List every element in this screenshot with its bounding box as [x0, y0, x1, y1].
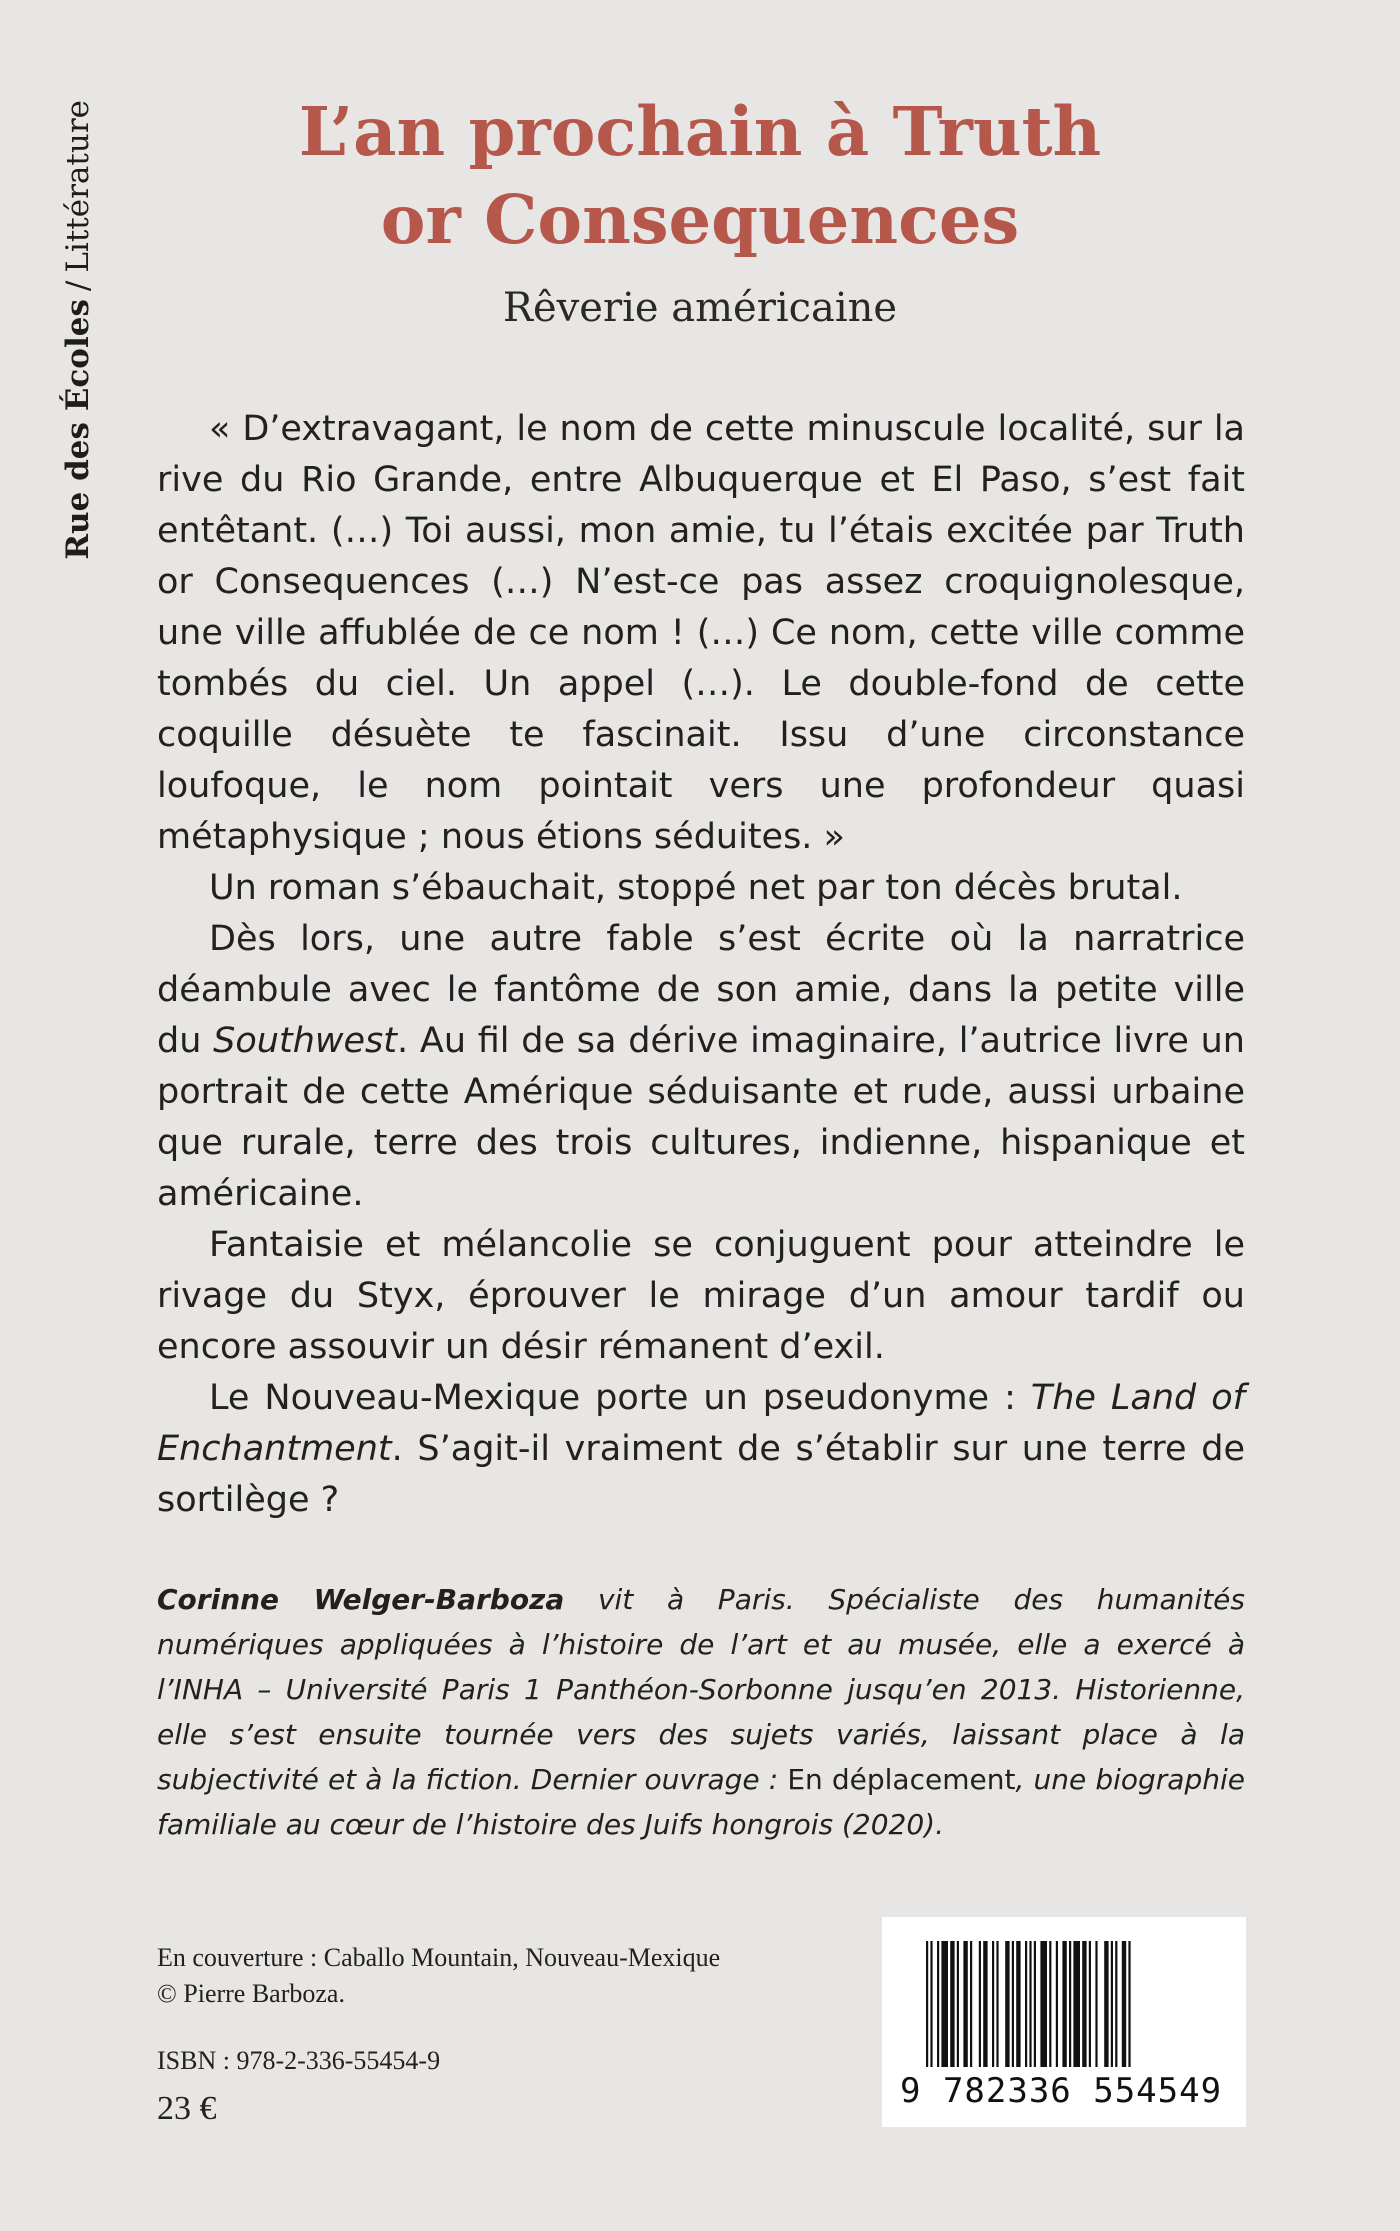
bio-text: vit à Paris. Spécialiste des humanités numériques appliquées à l’histoire de l’art et au musée, elle a exercé à l’INHA – Université Paris 1 Panthéon-Sorbonne jusqu’en 2013. Historienne, elle s’est ensuite tournée vers des sujets variés, laissant place à la subjectivité et à la fiction. Dernier ouvrage : [157, 1583, 1245, 1796]
blurb-paragraph-5: Le Nouveau-Mexique porte un pseudonyme : The Land of Enchantment. S’agit-il vraiment de s’établir sur une terre de sortilège ? [157, 1378, 1245, 1520]
blurb-paragraph-2: Un roman s’ébauchait, stoppé net par ton décès brutal. [209, 868, 1183, 908]
book-subtitle: Rêverie américaine [502, 285, 898, 331]
author-bio [157, 1577, 1245, 1847]
blurb-italic-southwest: Southwest [213, 1021, 397, 1061]
title-line-2: or Consequences [380, 180, 1020, 259]
barcode-digits: 9 782336 554549 [900, 2071, 1223, 2111]
blurb-paragraph-3: Dès lors, une autre fable s’est écrite où la narratrice déambule avec le fantôme de son amie, dans la petite ville du Southwest. Au fil de sa dérive imaginaire, l’autrice livre un portrait de cette Amérique séduisante et rude, aussi urbaine que rurale, terre des trois cultures, indienne, hispanique et américaine. [157, 919, 1245, 1214]
cover-credit-line-1: En couverture : Caballo Mountain, Nouveau-Mexique [157, 1943, 721, 1972]
series-name: Littérature [60, 100, 96, 273]
barcode [882, 1917, 1246, 2127]
book-title [160, 88, 1240, 264]
cover-credit-line-2: © Pierre Barboza. [157, 1979, 345, 2008]
author-name: Corinne Welger-Barboza [157, 1583, 565, 1616]
back-cover-blurb [157, 404, 1245, 1526]
blurb-quote: « D’extravagant, le nom de cette minuscule localité, sur la rive du Rio Grande, entre Albuquerque et El Paso, s’est fait entêtant. (…) Toi aussi, mon amie, tu l’étais excitée par Truth or Consequences (…) N’est-ce pas assez croquignolesque, une ville affublée de ce nom ! (…) Ce nom, cette ville comme tombés du ciel. Un appel (…). Le double-fond de cette coquille désuète te fascinait. Issu d’une circonstance loufoque, le nom pointait vers une profondeur quasi métaphysique ; nous étions séduites. » [157, 409, 1245, 857]
barcode-bars [926, 1941, 1216, 2067]
collection-name: Rue des Écoles [60, 299, 96, 560]
spine-separator: / [60, 280, 96, 292]
blurb-paragraph-4: Fantaisie et mélancolie se conjuguent pour atteindre le rivage du Styx, éprouver le mirage d’un amour tardif ou encore assouvir un désir rémanent d’exil. [157, 1225, 1245, 1367]
title-line-1: L’an prochain à Truth [298, 92, 1102, 171]
latest-book-title: En déplacement [787, 1763, 1016, 1796]
cover-credits [157, 1940, 797, 2012]
latest-book-subtitle: , une biographie familiale au cœur de l’histoire des Juifs hongrois (2020). [157, 1763, 1245, 1841]
price: 23 € [157, 2090, 217, 2127]
spine-label [48, 100, 108, 620]
isbn: ISBN : 978-2-336-55454-9 [157, 2046, 441, 2075]
blurb-italic-land-of-enchantment: The Land of Enchantment [157, 1378, 1245, 1469]
